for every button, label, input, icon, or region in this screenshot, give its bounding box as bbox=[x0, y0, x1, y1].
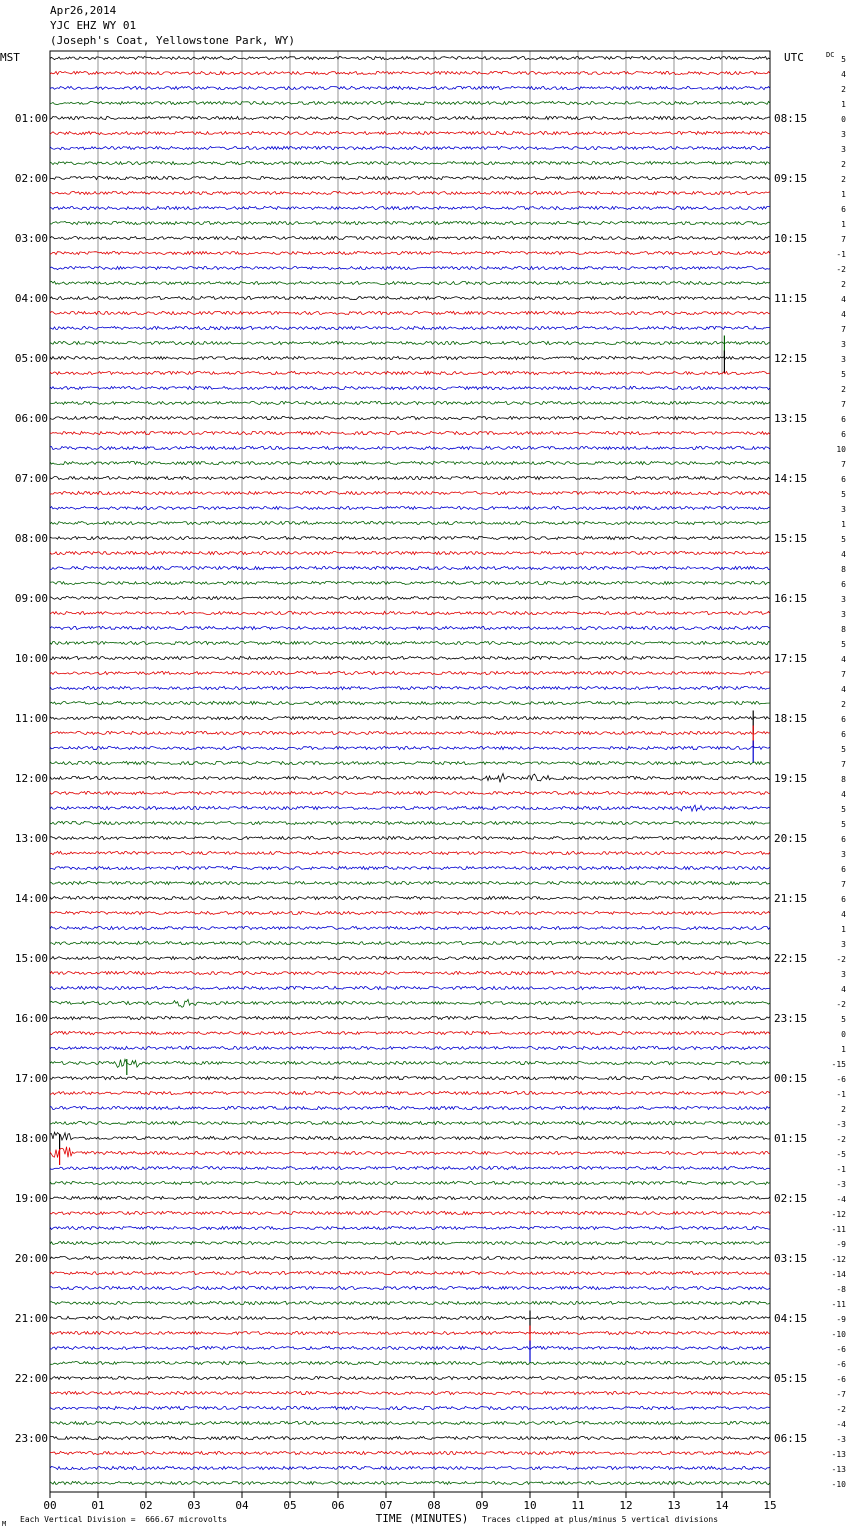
x-tick-label: 15 bbox=[763, 1499, 777, 1512]
trace-row bbox=[50, 551, 770, 554]
trace-row bbox=[50, 221, 770, 224]
dc-offset-label: 4 bbox=[841, 295, 846, 304]
dc-offset-label: -2 bbox=[836, 1135, 846, 1144]
trace-row bbox=[50, 491, 770, 494]
clip-note: Traces clipped at plus/minus 5 vertical divisions bbox=[482, 1515, 719, 1524]
mst-hour-label: 03:00 bbox=[14, 232, 48, 245]
trace-row bbox=[50, 1271, 770, 1274]
trace-row bbox=[50, 761, 770, 764]
station-date: Apr26,2014 bbox=[50, 4, 117, 17]
trace-row bbox=[50, 116, 770, 119]
dc-offset-label: -7 bbox=[836, 1390, 846, 1399]
dc-offset-label: 7 bbox=[841, 235, 846, 244]
dc-offset-label: -6 bbox=[836, 1360, 846, 1369]
dc-offset-label: 5 bbox=[841, 805, 846, 814]
dc-offset-label: 5 bbox=[841, 490, 846, 499]
dc-offset-label: 4 bbox=[841, 550, 846, 559]
trace-row bbox=[50, 1346, 770, 1349]
trace-row bbox=[50, 1301, 770, 1304]
trace-row bbox=[50, 416, 770, 419]
utc-hour-label: 11:15 bbox=[774, 292, 808, 305]
trace-row bbox=[50, 1226, 770, 1229]
utc-hour-label: 08:15 bbox=[774, 112, 808, 125]
trace-row bbox=[50, 999, 770, 1007]
mst-hour-label: 15:00 bbox=[14, 952, 48, 965]
dc-offset-label: -13 bbox=[831, 1465, 846, 1474]
trace-row bbox=[50, 1436, 770, 1439]
dc-offset-label: 6 bbox=[841, 205, 846, 214]
mst-hour-label: 18:00 bbox=[14, 1132, 48, 1145]
dc-offset-label: -15 bbox=[831, 1060, 846, 1069]
dc-offset-label: 0 bbox=[841, 1030, 846, 1039]
dc-offset-label: 1 bbox=[841, 925, 846, 934]
x-tick-label: 06 bbox=[331, 1499, 345, 1512]
trace-row bbox=[50, 746, 770, 749]
dc-offset-label: 4 bbox=[841, 685, 846, 694]
trace-row bbox=[50, 476, 770, 479]
trace-row bbox=[50, 596, 770, 599]
trace-row bbox=[50, 296, 770, 299]
x-tick-label: 13 bbox=[667, 1499, 681, 1512]
dc-offset-label: -4 bbox=[836, 1195, 846, 1204]
utc-hour-label: 21:15 bbox=[774, 892, 808, 905]
dc-offset-label: 6 bbox=[841, 415, 846, 424]
station-location: (Joseph's Coat, Yellowstone Park, WY) bbox=[50, 34, 296, 47]
trace-row bbox=[50, 356, 770, 359]
dc-offset-label: -6 bbox=[836, 1345, 846, 1354]
utc-hour-label: 10:15 bbox=[774, 232, 808, 245]
trace-row bbox=[50, 266, 770, 269]
trace-row bbox=[50, 536, 770, 539]
trace-row bbox=[50, 626, 770, 629]
mst-hour-label: 20:00 bbox=[14, 1252, 48, 1265]
mst-hour-label: 22:00 bbox=[14, 1372, 48, 1385]
utc-hour-label: 12:15 bbox=[774, 352, 808, 365]
dc-offset-label: 2 bbox=[841, 385, 846, 394]
dc-offset-label: 4 bbox=[841, 910, 846, 919]
dc-offset-label: -9 bbox=[836, 1315, 846, 1324]
dc-offset-label: -6 bbox=[836, 1375, 846, 1384]
x-tick-label: 04 bbox=[235, 1499, 249, 1512]
trace-row bbox=[50, 341, 770, 344]
dc-offset-label: -2 bbox=[836, 1000, 846, 1009]
trace-row bbox=[50, 1376, 770, 1379]
dc-offset-label: -12 bbox=[831, 1255, 846, 1264]
utc-hour-label: 22:15 bbox=[774, 952, 808, 965]
utc-hour-label: 02:15 bbox=[774, 1192, 808, 1205]
trace-row bbox=[50, 1451, 770, 1454]
trace-row bbox=[50, 805, 770, 811]
trace-row bbox=[50, 1121, 770, 1124]
dc-offset-label: -12 bbox=[831, 1210, 846, 1219]
dc-offset-label: 6 bbox=[841, 475, 846, 484]
trace-row bbox=[50, 791, 770, 794]
mst-hour-label: 04:00 bbox=[14, 292, 48, 305]
trace-row bbox=[50, 401, 770, 404]
trace-row bbox=[50, 191, 770, 194]
x-tick-label: 03 bbox=[187, 1499, 201, 1512]
utc-hour-label: 16:15 bbox=[774, 592, 808, 605]
dc-offset-label: -9 bbox=[836, 1240, 846, 1249]
trace-row bbox=[50, 686, 770, 689]
dc-offset-label: 5 bbox=[841, 535, 846, 544]
trace-row bbox=[50, 971, 770, 974]
trace-row bbox=[50, 461, 770, 464]
mst-hour-label: 17:00 bbox=[14, 1072, 48, 1085]
dc-offset-label: 6 bbox=[841, 865, 846, 874]
trace-row bbox=[50, 1286, 770, 1289]
dc-offset-label: 4 bbox=[841, 310, 846, 319]
scale-note: Each Vertical Division = 666.67 microvolts bbox=[20, 1515, 228, 1524]
utc-hour-label: 06:15 bbox=[774, 1432, 808, 1445]
dc-offset-label: 2 bbox=[841, 280, 846, 289]
dc-offset-label: 5 bbox=[841, 745, 846, 754]
mst-hour-label: 23:00 bbox=[14, 1432, 48, 1445]
dc-offset-label: 6 bbox=[841, 730, 846, 739]
utc-hour-label: 04:15 bbox=[774, 1312, 808, 1325]
trace-row bbox=[50, 774, 770, 783]
x-tick-label: 12 bbox=[619, 1499, 633, 1512]
dc-offset-label: 8 bbox=[841, 775, 846, 784]
dc-offset-label: -8 bbox=[836, 1285, 846, 1294]
trace-row bbox=[50, 881, 770, 884]
trace-row bbox=[50, 326, 770, 329]
trace-row bbox=[50, 1031, 770, 1034]
trace-row bbox=[50, 521, 770, 524]
dc-offset-label: 3 bbox=[841, 595, 846, 604]
trace-row bbox=[50, 281, 770, 284]
dc-offset-label: 7 bbox=[841, 760, 846, 769]
trace-row bbox=[50, 911, 770, 914]
utc-hour-label: 01:15 bbox=[774, 1132, 808, 1145]
dc-offset-label: -10 bbox=[831, 1480, 846, 1489]
mst-hour-label: 07:00 bbox=[14, 472, 48, 485]
dc-offset-label: 7 bbox=[841, 325, 846, 334]
dc-offset-label: 8 bbox=[841, 565, 846, 574]
utc-hour-label: 00:15 bbox=[774, 1072, 808, 1085]
trace-row bbox=[50, 1046, 770, 1049]
dc-offset-label: -1 bbox=[836, 1090, 846, 1099]
dc-offset-label: 2 bbox=[841, 1105, 846, 1114]
station-code: YJC EHZ WY 01 bbox=[50, 19, 137, 32]
x-tick-label: 00 bbox=[43, 1499, 57, 1512]
trace-row bbox=[50, 236, 770, 239]
dc-offset-label: -11 bbox=[831, 1225, 846, 1234]
dc-offset-label: 1 bbox=[841, 520, 846, 529]
dc-offset-label: 2 bbox=[841, 700, 846, 709]
mst-hour-label: 05:00 bbox=[14, 352, 48, 365]
dc-offset-label: 3 bbox=[841, 970, 846, 979]
utc-hour-label: 03:15 bbox=[774, 1252, 808, 1265]
dc-offset-label: 5 bbox=[841, 640, 846, 649]
dc-offset-label: 6 bbox=[841, 430, 846, 439]
trace-row bbox=[50, 941, 770, 944]
dc-offset-label: -3 bbox=[836, 1120, 846, 1129]
trace-row bbox=[50, 1256, 770, 1259]
trace-row bbox=[50, 206, 770, 209]
trace-row bbox=[50, 566, 770, 569]
trace-row bbox=[50, 446, 770, 449]
dc-offset-label: 8 bbox=[841, 625, 846, 634]
x-tick-label: 07 bbox=[379, 1499, 393, 1512]
x-tick-label: 11 bbox=[571, 1499, 585, 1512]
dc-offset-label: -3 bbox=[836, 1435, 846, 1444]
trace-row bbox=[50, 896, 770, 899]
trace-row bbox=[50, 1316, 770, 1319]
dc-offset-label: 4 bbox=[841, 790, 846, 799]
dc-offset-label: 3 bbox=[841, 355, 846, 364]
dc-offset-label: 3 bbox=[841, 130, 846, 139]
mst-hour-label: 11:00 bbox=[14, 712, 48, 725]
dc-offset-label: 7 bbox=[841, 880, 846, 889]
corner-mark: M bbox=[2, 1520, 7, 1528]
x-tick-label: 02 bbox=[139, 1499, 153, 1512]
trace-row bbox=[50, 1481, 770, 1484]
dc-offset-label: -1 bbox=[836, 250, 846, 259]
dc-offset-label: 4 bbox=[841, 70, 846, 79]
utc-hour-label: 20:15 bbox=[774, 832, 808, 845]
trace-row bbox=[50, 1466, 770, 1469]
mst-hour-label: 06:00 bbox=[14, 412, 48, 425]
dc-offset-label: -13 bbox=[831, 1450, 846, 1459]
mst-hour-label: 10:00 bbox=[14, 652, 48, 665]
dc-offset-label: 1 bbox=[841, 100, 846, 109]
dc-offset-label: 2 bbox=[841, 175, 846, 184]
trace-row bbox=[50, 926, 770, 929]
trace-row bbox=[50, 1391, 770, 1394]
dc-offset-label: 1 bbox=[841, 1045, 846, 1054]
dc-offset-label: -2 bbox=[836, 1405, 846, 1414]
utc-hour-label: 17:15 bbox=[774, 652, 808, 665]
trace-row bbox=[50, 1181, 770, 1184]
mst-hour-label: 13:00 bbox=[14, 832, 48, 845]
trace-row bbox=[50, 1241, 770, 1244]
utc-hour-label: 15:15 bbox=[774, 532, 808, 545]
x-tick-label: 01 bbox=[91, 1499, 105, 1512]
mst-hour-label: 01:00 bbox=[14, 112, 48, 125]
trace-row bbox=[50, 101, 770, 104]
dc-offset-label: 7 bbox=[841, 460, 846, 469]
utc-hour-label: 19:15 bbox=[774, 772, 808, 785]
x-axis-title: TIME (MINUTES) bbox=[375, 1512, 469, 1525]
mst-hour-label: 12:00 bbox=[14, 772, 48, 785]
dc-offset-label: 3 bbox=[841, 145, 846, 154]
dc-offset-label: 3 bbox=[841, 940, 846, 949]
dc-offset-label: 5 bbox=[841, 1015, 846, 1024]
dc-offset-label: 3 bbox=[841, 850, 846, 859]
utc-hour-label: 14:15 bbox=[774, 472, 808, 485]
trace-row bbox=[50, 1331, 770, 1334]
trace-row bbox=[50, 506, 770, 509]
trace-row bbox=[50, 371, 770, 374]
trace-row bbox=[50, 641, 770, 644]
dc-offset-label: 4 bbox=[841, 985, 846, 994]
trace-row bbox=[50, 671, 770, 674]
trace-row bbox=[50, 1406, 770, 1409]
trace-row bbox=[50, 716, 770, 719]
x-tick-label: 10 bbox=[523, 1499, 537, 1512]
trace-row bbox=[50, 176, 770, 179]
dc-offset-label: -1 bbox=[836, 1165, 846, 1174]
dc-offset-label: -5 bbox=[836, 1150, 846, 1159]
trace-row bbox=[50, 1091, 770, 1094]
dc-offset-label: 2 bbox=[841, 160, 846, 169]
trace-row bbox=[50, 701, 770, 704]
trace-row bbox=[50, 1421, 770, 1424]
trace-row bbox=[50, 1132, 770, 1140]
dc-offset-label: 0 bbox=[841, 115, 846, 124]
dc-offset-label: -2 bbox=[836, 265, 846, 274]
utc-hour-label: 23:15 bbox=[774, 1012, 808, 1025]
dc-offset-label: 1 bbox=[841, 220, 846, 229]
dc-offset-label: -3 bbox=[836, 1180, 846, 1189]
dc-offset-label: -4 bbox=[836, 1420, 846, 1429]
trace-row bbox=[50, 821, 770, 824]
trace-row bbox=[50, 656, 770, 659]
mst-hour-label: 09:00 bbox=[14, 592, 48, 605]
dc-offset-label: 7 bbox=[841, 670, 846, 679]
trace-row bbox=[50, 386, 770, 389]
trace-row bbox=[50, 86, 770, 89]
trace-row bbox=[50, 56, 770, 59]
trace-row bbox=[50, 1016, 770, 1019]
trace-row bbox=[50, 611, 770, 614]
dc-offset-label: 6 bbox=[841, 580, 846, 589]
dc-offset-label: 6 bbox=[841, 715, 846, 724]
utc-hour-label: 18:15 bbox=[774, 712, 808, 725]
dc-offset-label: 2 bbox=[841, 85, 846, 94]
dc-offset-label: 10 bbox=[836, 445, 846, 454]
trace-row bbox=[50, 311, 770, 314]
utc-hour-label: 13:15 bbox=[774, 412, 808, 425]
dc-offset-label: 1 bbox=[841, 190, 846, 199]
mst-hour-label: 02:00 bbox=[14, 172, 48, 185]
trace-row bbox=[50, 146, 770, 149]
dc-offset-label: 3 bbox=[841, 340, 846, 349]
trace-row bbox=[50, 1166, 770, 1169]
x-tick-label: 14 bbox=[715, 1499, 729, 1512]
dc-offset-label: 6 bbox=[841, 835, 846, 844]
trace-row bbox=[50, 866, 770, 869]
utc-hour-label: 09:15 bbox=[774, 172, 808, 185]
trace-row bbox=[50, 1076, 770, 1079]
dc-offset-label: -14 bbox=[831, 1270, 846, 1279]
dc-offset-label: 3 bbox=[841, 610, 846, 619]
trace-row bbox=[50, 1147, 770, 1158]
dc-offset-label: 7 bbox=[841, 400, 846, 409]
mst-hour-label: 14:00 bbox=[14, 892, 48, 905]
mst-hour-label: 21:00 bbox=[14, 1312, 48, 1325]
dc-offset-label: 4 bbox=[841, 655, 846, 664]
trace-row bbox=[50, 1361, 770, 1364]
x-tick-label: 05 bbox=[283, 1499, 297, 1512]
utc-label: UTC bbox=[784, 51, 804, 64]
dc-offset-label: -10 bbox=[831, 1330, 846, 1339]
trace-row bbox=[50, 956, 770, 959]
dc-offset-label: 3 bbox=[841, 505, 846, 514]
trace-row bbox=[50, 836, 770, 839]
trace-row bbox=[50, 161, 770, 164]
dc-offset-label: 6 bbox=[841, 895, 846, 904]
trace-row bbox=[50, 986, 770, 989]
trace-row bbox=[50, 581, 770, 584]
mst-hour-label: 16:00 bbox=[14, 1012, 48, 1025]
dc-offset-label: -11 bbox=[831, 1300, 846, 1309]
trace-row bbox=[50, 1059, 770, 1067]
trace-row bbox=[50, 731, 770, 734]
dc-offset-label: 5 bbox=[841, 820, 846, 829]
x-tick-label: 09 bbox=[475, 1499, 489, 1512]
mst-hour-label: 08:00 bbox=[14, 532, 48, 545]
trace-row bbox=[50, 431, 770, 434]
x-tick-label: 08 bbox=[427, 1499, 441, 1512]
trace-row bbox=[50, 251, 770, 254]
dc-offset-label: -6 bbox=[836, 1075, 846, 1084]
trace-row bbox=[50, 131, 770, 134]
trace-row bbox=[50, 1211, 770, 1214]
utc-hour-label: 05:15 bbox=[774, 1372, 808, 1385]
trace-row bbox=[50, 1196, 770, 1199]
dc-offset-label: 5 bbox=[841, 55, 846, 64]
trace-row bbox=[50, 71, 770, 74]
dc-label: DC bbox=[826, 51, 835, 59]
mst-hour-label: 19:00 bbox=[14, 1192, 48, 1205]
dc-offset-label: 5 bbox=[841, 370, 846, 379]
dc-offset-label: -2 bbox=[836, 955, 846, 964]
mst-label: MST bbox=[0, 51, 20, 64]
trace-row bbox=[50, 851, 770, 854]
trace-row bbox=[50, 1106, 770, 1109]
